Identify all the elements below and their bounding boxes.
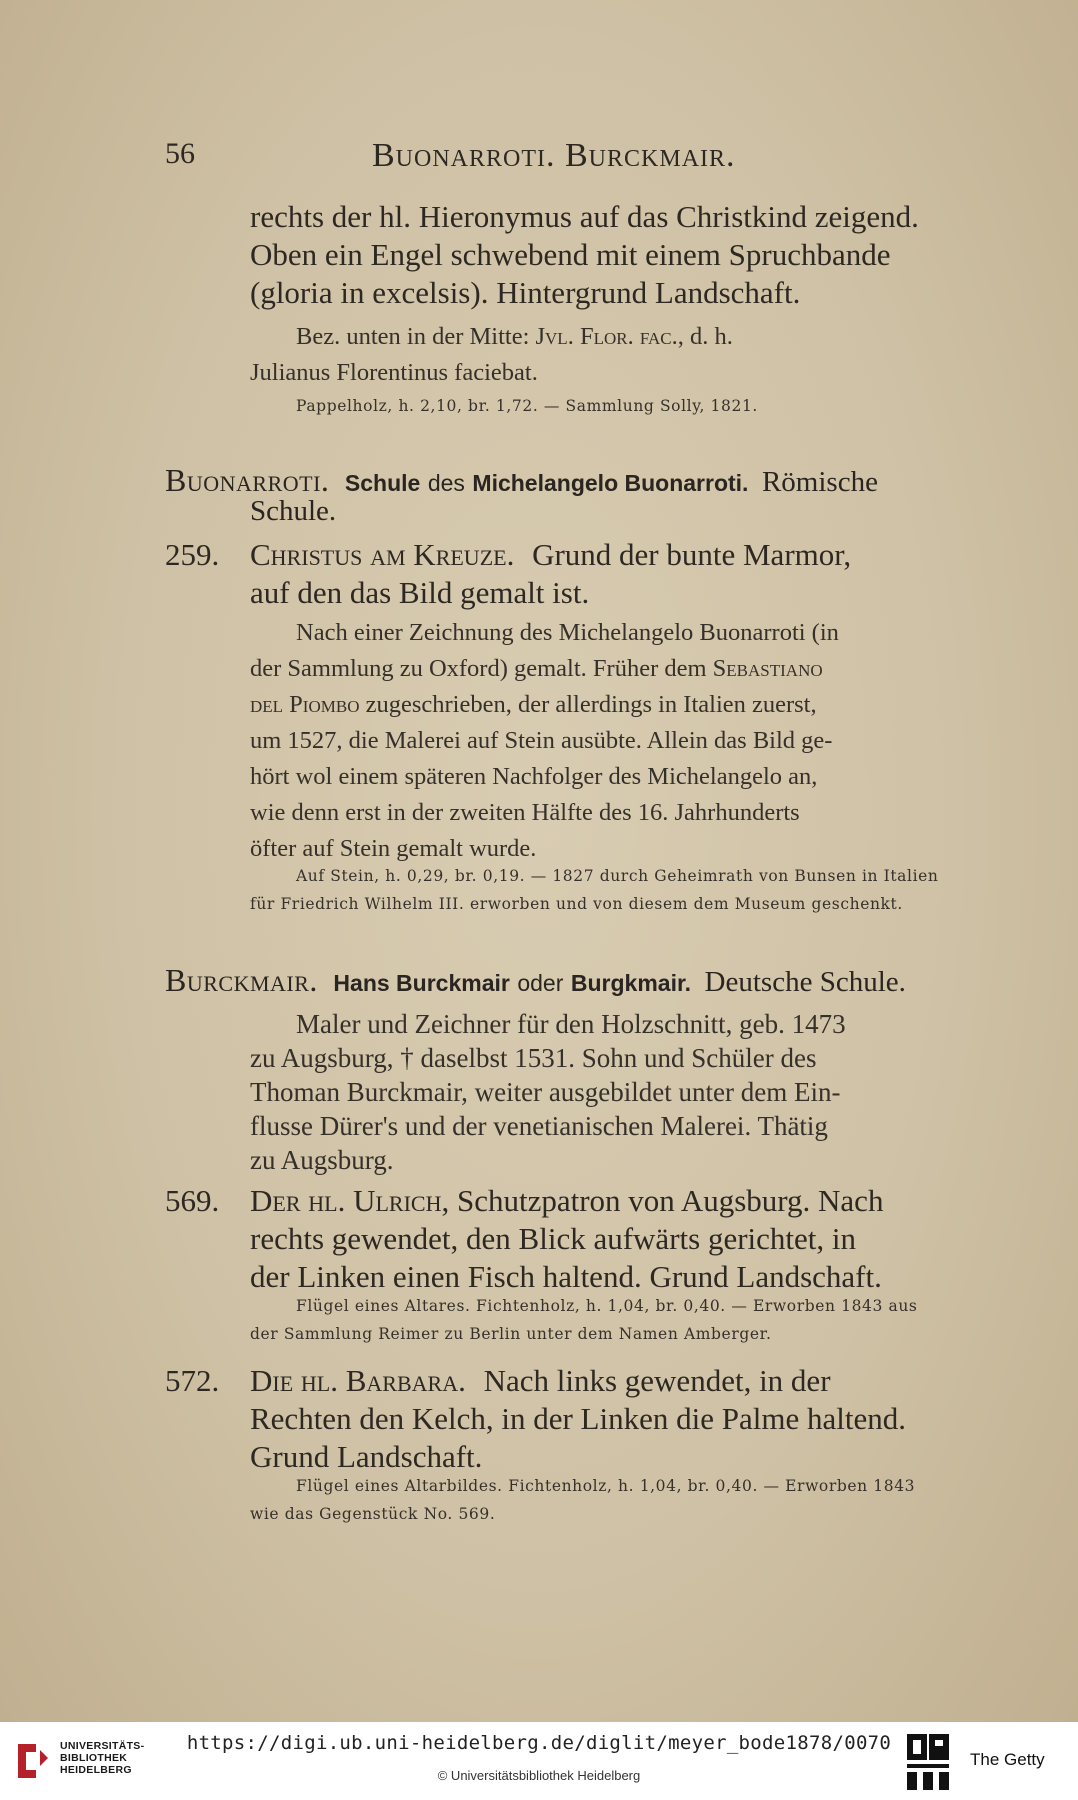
intro-line-1: rechts der hl. Hieronymus auf das Christkind zeigend.: [250, 199, 919, 234]
entry-569-line-3: der Linken einen Fisch haltend. Grund Landschaft.: [250, 1259, 882, 1294]
entry-259-del-piombo: del Piombo: [250, 691, 360, 718]
artist-burckmair: Burckmair.: [165, 962, 318, 998]
entry-572-note-1: Flügel eines Altarbildes. Fichtenholz, h. 1,04, br. 0,40. — Erworben 1843: [296, 1477, 916, 1495]
signature-line-2: Julianus Florentinus faciebat.: [250, 359, 538, 386]
artist-name-2: Burgkmair.: [570, 970, 692, 996]
bio-line-2: zu Augsburg, † daselbst 1531. Sohn und Schüler des: [250, 1043, 817, 1073]
school-label: Schule: [344, 470, 421, 496]
entry-259-para-3b: zugeschrieben, der allerdings in Italien zuerst,: [365, 691, 817, 718]
entry-572-line-2: Rechten den Kelch, in der Linken die Palme haltend.: [250, 1401, 906, 1436]
entry-259-line-2: auf den das Bild gemalt ist.: [250, 575, 590, 610]
section-buonarroti-heading: [165, 462, 878, 499]
entry-259-para-3: [250, 688, 817, 721]
bio-line-4: flusse Dürer's und der venetianischen Malerei. Thätig: [250, 1111, 828, 1141]
entry-259-para-7: öfter auf Stein gemalt wurde.: [250, 835, 537, 862]
entry-259-title: Christus am Kreuze.: [250, 537, 515, 572]
entry-259-number: 259.: [165, 537, 220, 572]
artist-school: Deutsche Schule.: [704, 966, 906, 998]
signature-suffix: d. h.: [690, 323, 733, 350]
entry-572-line-3: Grund Landschaft.: [250, 1439, 483, 1474]
running-title: Buonarroti. Burckmair.: [372, 137, 736, 174]
entry-572-title: Die hl. Barbara.: [250, 1363, 466, 1398]
bio-line-3: Thoman Burckmair, weiter ausgebildet unter dem Ein-: [250, 1077, 841, 1107]
bio-line-5: zu Augsburg.: [250, 1145, 394, 1175]
entry-259-sebastiano: Sebastiano: [712, 655, 823, 682]
page-number: 56: [165, 137, 195, 170]
artist-name-1: Hans Burckmair: [333, 970, 510, 996]
entry-259-para-4: um 1527, die Malerei auf Stein ausübte. Allein das Bild ge-: [250, 727, 833, 754]
entry-569-number: 569.: [165, 1183, 220, 1218]
entry-569-note-1: Flügel eines Altares. Fichtenholz, h. 1,04, br. 0,40. — Erworben 1843 aus: [296, 1297, 918, 1315]
entry-259-para-5: hört wol einem späteren Nachfolger des Michelangelo an,: [250, 763, 818, 790]
school-des: des: [427, 470, 465, 496]
entry-572-number: 572.: [165, 1363, 220, 1398]
entry-259-line-1: [250, 536, 851, 574]
entry-259-para-2a: der Sammlung zu Oxford) gemalt. Früher dem: [250, 655, 707, 682]
school-name: Michelangelo Buonarroti.: [472, 470, 749, 496]
entry-259-desc-1: Grund der bunte Marmor,: [532, 537, 852, 572]
copyright-text: © Universitätsbibliothek Heidelberg: [437, 1768, 641, 1783]
entry-259-para-2: [250, 652, 823, 685]
entry-572-note-2: wie das Gegenstück No. 569.: [250, 1505, 496, 1523]
library-logo-text: UNIVERSITÄTS- BIBLIOTHEK HEIDELBERG: [60, 1740, 145, 1776]
entry-572-line-1: [250, 1362, 831, 1400]
entry-572-line-1-rest: Nach links gewendet, in der: [483, 1363, 831, 1398]
viewer-footer: [0, 1722, 1078, 1800]
document-url-link[interactable]: https://digi.ub.uni-heidelberg.de/diglit/meyer_bode1878/0070: [186, 1732, 892, 1754]
intro-line-3: (gloria in excelsis). Hintergrund Landschaft.: [250, 275, 801, 310]
school-suffix: Römische: [761, 466, 878, 498]
signature-caps: Jvl. Flor. fac.,: [535, 323, 684, 350]
school-line-2: Schule.: [250, 495, 337, 527]
entry-569-note-2: der Sammlung Reimer zu Berlin unter dem Namen Amberger.: [250, 1325, 772, 1343]
bio-line-1: Maler und Zeichner für den Holzschnitt, geb. 1473: [296, 1009, 846, 1039]
entry-569-title: Der hl. Ulrich,: [250, 1183, 450, 1218]
section-burckmair-heading: [165, 962, 906, 999]
entry-259-para-1: Nach einer Zeichnung des Michelangelo Buonarroti (in: [296, 619, 839, 646]
entry-259-note-1: Auf Stein, h. 0,29, br. 0,19. — 1827 durch Geheimrath von Bunsen in Italien: [296, 867, 939, 885]
getty-logo-icon: [905, 1732, 951, 1792]
signature-line: [296, 320, 733, 353]
entry-569-line-1-rest: Schutzpatron von Augsburg. Nach: [456, 1183, 884, 1218]
entry-569-line-1: [250, 1182, 883, 1220]
artist-oder: oder: [517, 970, 564, 996]
entry-259-para-6: wie denn erst in der zweiten Hälfte des 16. Jahrhunderts: [250, 799, 800, 826]
intro-line-2: Oben ein Engel schwebend mit einem Spruchbande: [250, 237, 891, 272]
getty-logo-text: The Getty: [970, 1750, 1045, 1769]
artist-buonarroti: Buonarroti.: [165, 462, 330, 498]
signature-prefix: Bez. unten in der Mitte:: [296, 323, 530, 350]
intro-note: Pappelholz, h. 2,10, br. 1,72. — Sammlung Solly, 1821.: [296, 397, 758, 415]
entry-259-note-2: für Friedrich Wilhelm III. erworben und von diesem dem Museum geschenkt.: [250, 895, 903, 913]
entry-569-line-2: rechts gewendet, den Blick aufwärts gerichtet, in: [250, 1221, 856, 1256]
